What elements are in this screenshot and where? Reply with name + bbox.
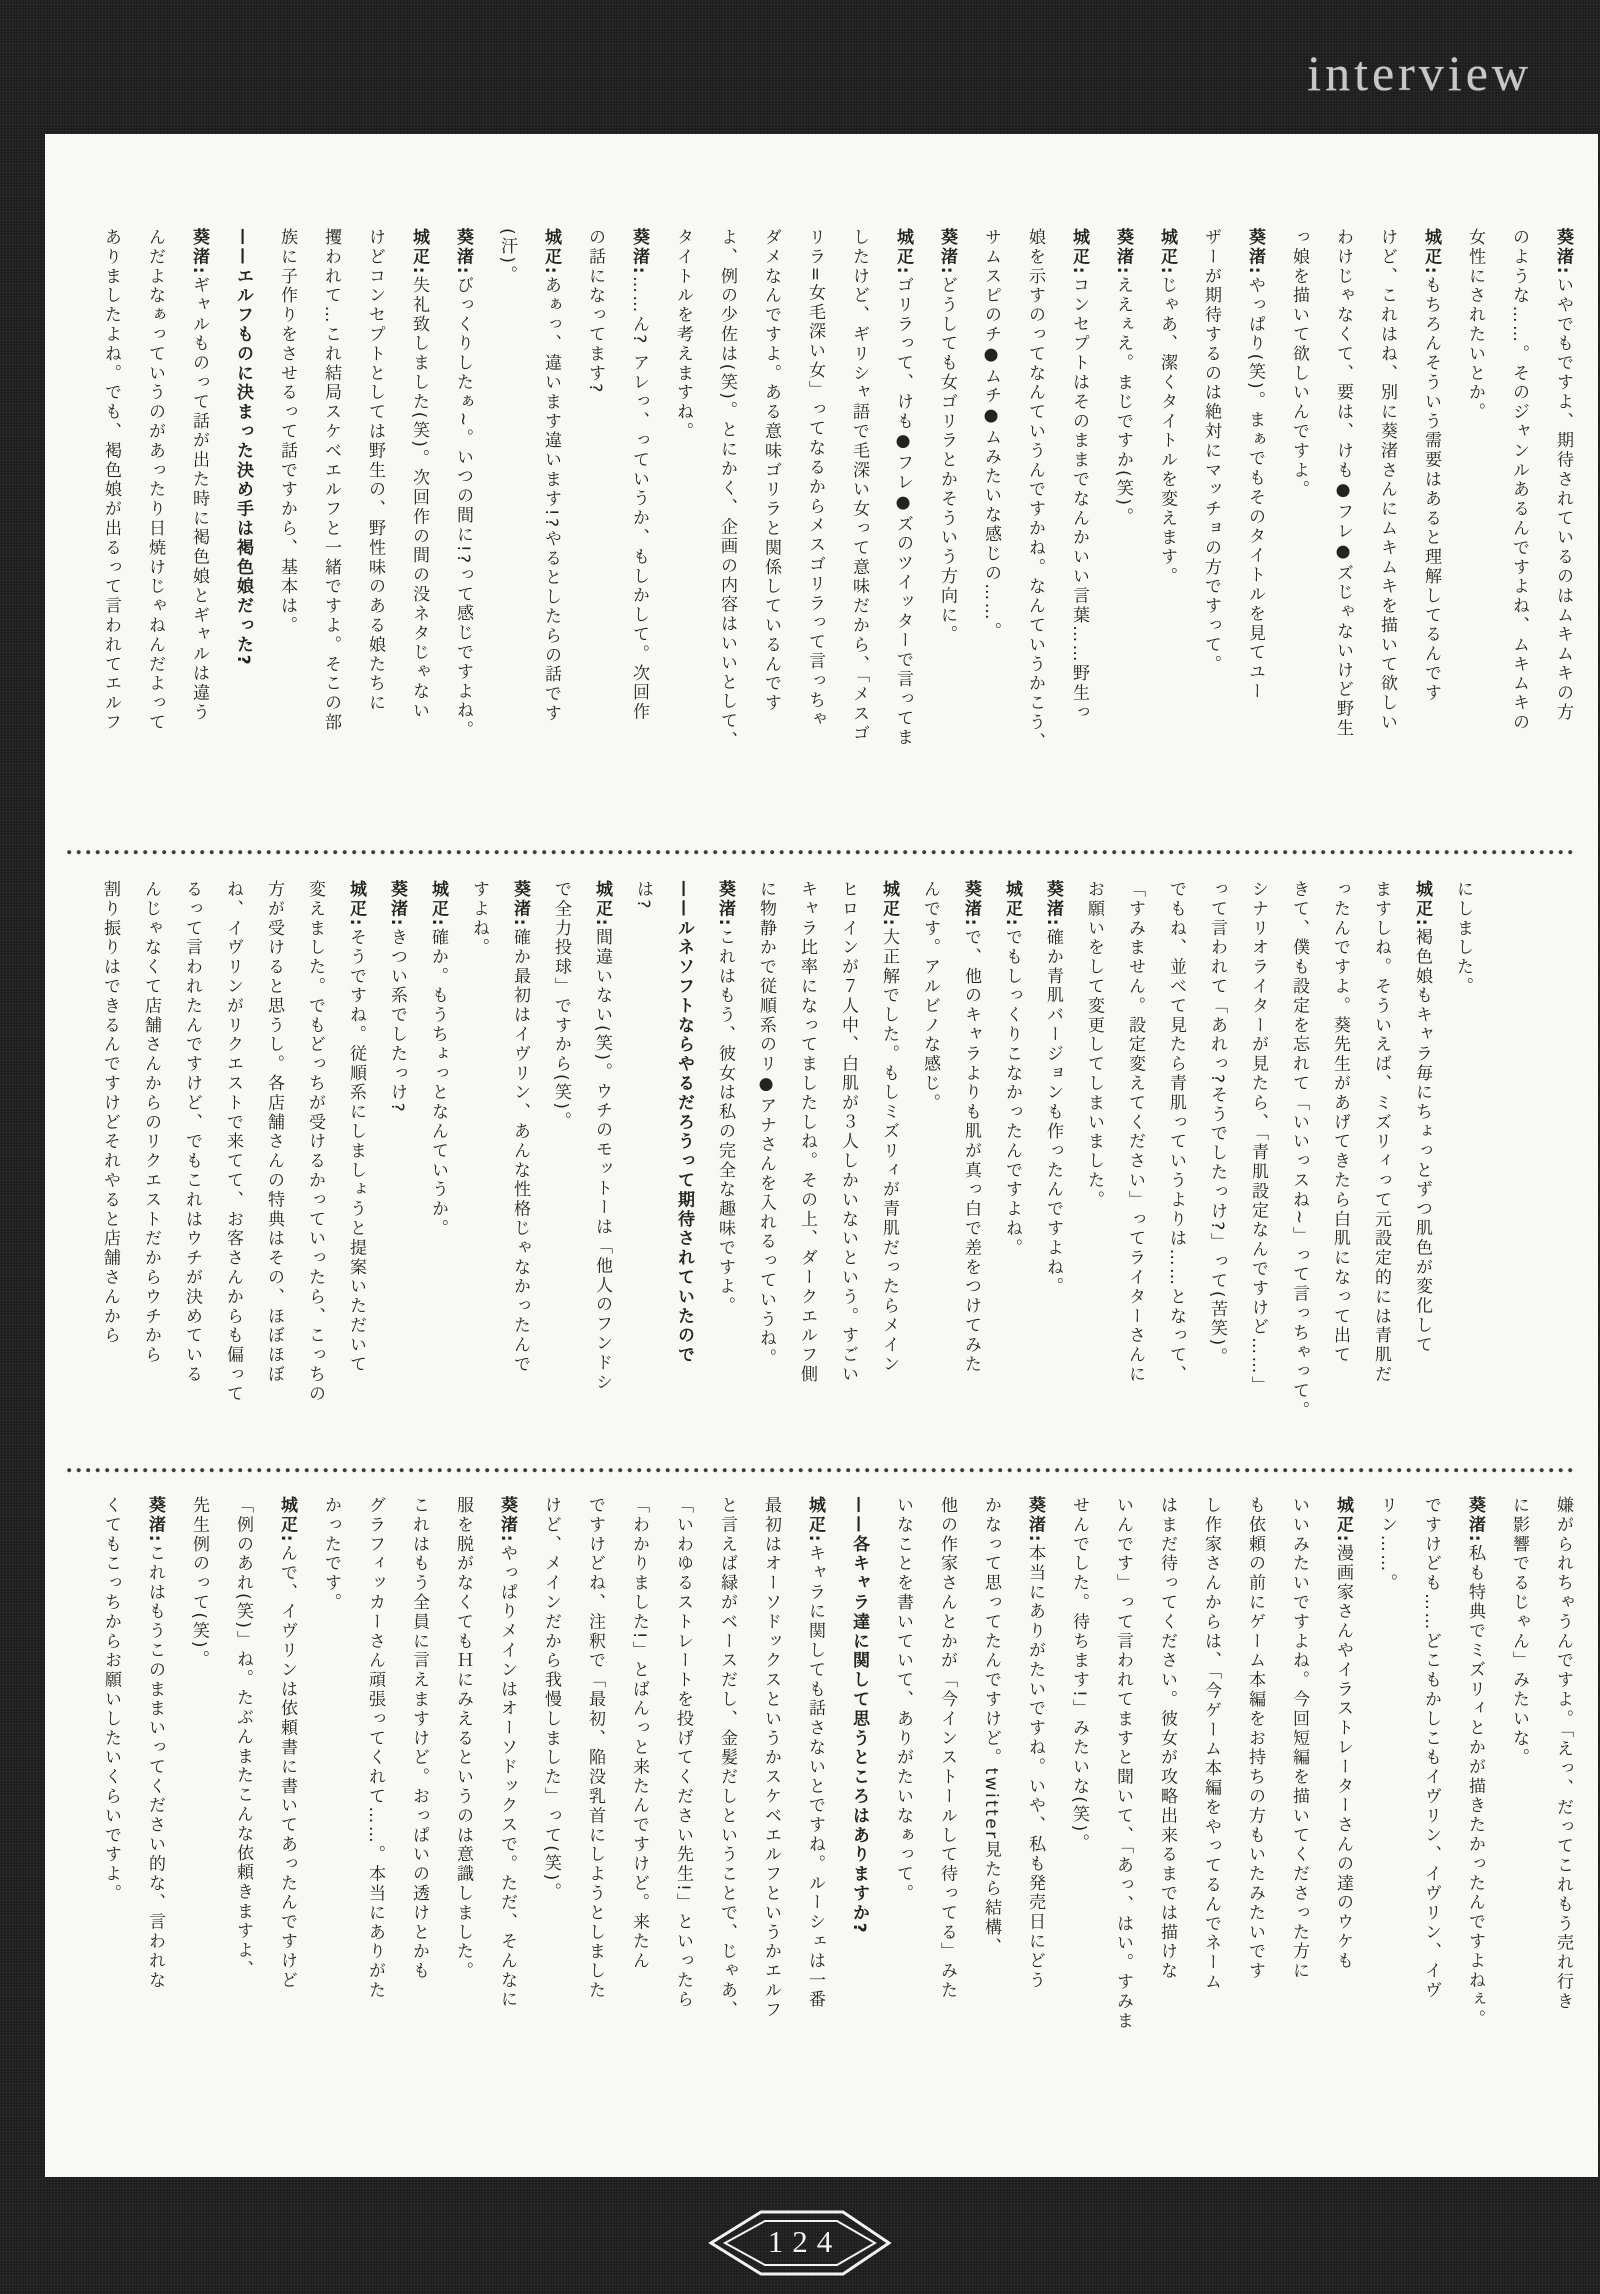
dialogue-column: 葵渚:やっぱりメインはオーソドックスで。ただ、そんなに xyxy=(497,1496,517,2010)
text-column: きて、僕も設定を忘れて「いいっスね~」って言っちゃって。 xyxy=(1289,880,1309,1421)
interview-text-band-bottom xyxy=(70,1496,1585,2102)
text-column: 「例のあれ(笑)」ね。たぶんまたこんな依頼きますよ、 xyxy=(233,1496,253,1980)
text-column: かなって思ってたんですけど。twitter見たら結構、 xyxy=(981,1496,1001,1957)
text-column: 変えました。でもどっちが受けるかっていったら、こっちの xyxy=(305,880,325,1404)
text-column: 攫われて…これ結局スケベエルフと一緒ですよ。そこの部 xyxy=(321,228,341,733)
text-column: し作家さんからは、「今ゲーム本編をやってるんでネーム xyxy=(1201,1496,1221,1992)
dialogue-column: 城疋:もちろんそういう需要はあると理解してるんです xyxy=(1421,228,1441,703)
speaker-name: 葵渚: xyxy=(1465,1496,1485,1544)
dialogue-column: 葵渚:で、他のキャラよりも肌が真っ白で差をつけてみた xyxy=(961,880,981,1375)
text-column: んです。アルビノな感じ。 xyxy=(920,880,940,1113)
text-column: いいみたいですよね。今回短編を描いてくださった方に xyxy=(1289,1496,1309,1981)
dialogue-column: 葵渚:やっぱり(笑)。まぁでもそのタイトルを見てユー xyxy=(1245,228,1265,702)
text-column: 嫌がられちゃうんですよ。「えっ、だってこれもう売れ行き xyxy=(1553,1496,1573,2012)
dialogue-column: 葵渚:これはもう、彼女は私の完全な趣味ですよ。 xyxy=(715,880,735,1316)
dialogue-column: 城疋:じゃあ、潔くタイトルを変えます。 xyxy=(1157,228,1177,587)
text-column: ますしね。そういえば、ミズリィって元設定的には青肌だ xyxy=(1371,880,1391,1385)
dialogue-column: 葵渚:これはもうこのままいってください的な、言われな xyxy=(145,1496,165,1991)
speaker-name: 葵渚: xyxy=(145,1496,165,1544)
dialogue-column: 城疋:間違いない(笑)。ウチのモットーは「他人のフンドシ xyxy=(592,880,612,1393)
text-column: ヒロインが７人中、白肌が３人しかいないという。すごい xyxy=(838,880,858,1385)
dialogue-column: 城疋:確か。もうちょっとなんていうか。 xyxy=(428,880,448,1239)
dialogue-column: 城疋:んで、イヴリンは依頼書に書いてあったんですけど xyxy=(277,1496,297,1991)
dialogue-column: 葵渚:びっくりしたぁ~。いつの間に!?って感じですよね。 xyxy=(453,228,473,741)
speaker-name: 葵渚: xyxy=(510,880,530,928)
page-number-ornament xyxy=(707,2204,893,2282)
text-column: 割り振りはできるんですけどそれやると店舗さんから xyxy=(100,880,120,1346)
text-column: 服を脱がなくてもＨにみえるというのは意識しました。 xyxy=(453,1496,473,1981)
text-column: に影響でるじゃん」みたいな。 xyxy=(1509,1496,1529,1768)
dialogue-column: 葵渚:……ん? アレっ、っていうか、もしかして。次回作 xyxy=(629,228,649,723)
dialogue-column: 葵渚:本当にありがたいですね。いや、私も発売日にどう xyxy=(1025,1496,1045,1991)
dialogue-column: 城疋:あぁっ、違います違います!?やるとしたらの話です xyxy=(541,228,561,724)
text-column: ね、イヴリンがリクエストで来てて、お客さんからも偏って xyxy=(223,880,243,1404)
text-column: にしました。 xyxy=(1453,880,1473,997)
speaker-name: 城疋: xyxy=(277,1496,297,1544)
dialogue-column: 城疋:ゴリラって、けも●フレ●ズのツイッターで言ってま xyxy=(893,228,913,748)
text-column: したけど、ギリシャ語で毛深い女って意味だから、「メスゴ xyxy=(849,228,869,744)
speaker-name: 葵渚: xyxy=(1553,228,1573,276)
text-column: で全力投球」ですから(笑)。 xyxy=(551,880,571,1131)
text-column: は? xyxy=(633,880,653,911)
speaker-name: 城疋: xyxy=(1412,880,1432,928)
speaker-name: 城疋: xyxy=(541,228,561,276)
text-column: けど、メインだから我慢しました」って(笑)。 xyxy=(541,1496,561,1903)
text-column: わけじゃなくて、要は、けも●フレ●ズじゃないけど野生 xyxy=(1333,228,1353,739)
text-column: グラフィッカーさん頑張ってくれて……。本当にありがた xyxy=(365,1496,385,2001)
speaker-name: 城疋: xyxy=(346,880,366,928)
text-column: リン……。 xyxy=(1377,1496,1397,1593)
text-column: サムスピのチ●ムチ●ムみたいな感じの……。 xyxy=(981,228,1001,642)
dialogue-column: 葵渚:ギャルものって話が出た時に褐色娘とギャルは違う xyxy=(189,228,209,723)
interview-wordmark: interview xyxy=(1307,45,1532,101)
speaker-name: 葵渚: xyxy=(497,1496,517,1544)
text-column: けどコンセプトとしては野生の、野性味のある娘たちに xyxy=(365,228,385,713)
text-column: ですけども……どこもかしこもイヴリン、イヴリン、イヴ xyxy=(1421,1496,1441,2001)
text-column: ありましたよね。でも、褐色娘が出るって言われてエルフ xyxy=(101,228,121,733)
text-column: 「わかりました!」とばんっと来たんですけど。来たん xyxy=(629,1496,649,1971)
text-column: お願いをして変更してしまいました。 xyxy=(1084,880,1104,1210)
speaker-name: 葵渚: xyxy=(1043,880,1063,928)
text-column: 「すみません。設定変えてください」ってライターさんに xyxy=(1125,880,1145,1385)
dialogue-column: 城疋:褐色娘もキャラ毎にちょっとずつ肌色が変化して xyxy=(1412,880,1432,1355)
dialogue-column: 葵渚:確か青肌バージョンも作ったんですよね。 xyxy=(1043,880,1063,1297)
speaker-name: 城疋: xyxy=(1069,228,1089,276)
text-column: すよね。 xyxy=(469,880,489,958)
text-column: かったです。 xyxy=(321,1496,341,1613)
text-column: せんでした。待ちます!」みたいな(笑)。 xyxy=(1069,1496,1089,1854)
text-column: キャラ比率になってましたしね。その上、ダークエルフ側 xyxy=(797,880,817,1385)
text-column: と言えば緑がベースだし、金髪だしということで、じゃあ、 xyxy=(717,1496,737,2020)
content-panel xyxy=(45,134,1598,2177)
speaker-name: 葵渚: xyxy=(387,880,407,928)
text-column: んじゃなくて店舗さんからのリクエストだからウチから xyxy=(141,880,161,1365)
text-column: のような……。そのジャンルあるんですよね、ムキムキの xyxy=(1509,228,1529,733)
text-column: 先生例のって(笑)。 xyxy=(189,1496,209,1670)
text-column: でもね、並べて見たら青肌っていうよりは……となって、 xyxy=(1166,880,1186,1385)
speaker-name: 葵渚: xyxy=(961,880,981,928)
dialogue-column: 城疋:そうですね。従順系にしましょうと提案いただいて xyxy=(346,880,366,1375)
text-column: 他の作家さんとかが「今インストールして待ってる」みた xyxy=(937,1496,957,2001)
dialogue-column: 城疋:大正解でした。もしミズリィが青肌だったらメイン xyxy=(879,880,899,1375)
speaker-name: 城疋: xyxy=(805,1496,825,1544)
section-heading: ——ルネソフトならやるだろうって期待されていたので xyxy=(674,880,694,1365)
text-column: いんです」って言われてますと聞いて、「あっ、はい。すみま xyxy=(1113,1496,1133,2031)
dialogue-column: 城疋:でもしっくりこなかったんですよね。 xyxy=(1002,880,1022,1258)
speaker-name: 城疋: xyxy=(879,880,899,928)
dialogue-column: 城疋:漫画家さんやイラストレーターさんの達のウケも xyxy=(1333,1496,1353,1971)
text-column: んだよなぁっていうのがあったり日焼けじゃねんだよって xyxy=(145,228,165,733)
text-column: に物静かで従順系のリ●アナさんを入れるっていうね。 xyxy=(756,880,776,1368)
text-column: 「いわゆるストレートを投げてください先生!」といったら xyxy=(673,1496,693,2010)
text-column: はまだ待ってください。彼女が攻略出来るまでは描けな xyxy=(1157,1496,1177,1981)
text-column: ですけどね、注釈で「最初、陥没乳首にしようとしました xyxy=(585,1496,605,2001)
text-column: ダメなんですよ。ある意味ゴリラと関係しているんです xyxy=(761,228,781,713)
dialogue-column: 葵渚:ええぇえ。まじですか(笑)。 xyxy=(1113,228,1133,527)
text-column: くてもこっちからお願いしたいくらいですよ。 xyxy=(101,1496,121,1904)
speaker-name: 城疋: xyxy=(409,228,429,276)
speaker-name: 葵渚: xyxy=(715,880,735,928)
speaker-name: 城疋: xyxy=(1157,228,1177,276)
dialogue-column: 葵渚:どうしても女ゴリラとかそういう方向に。 xyxy=(937,228,957,645)
text-column: 族に子作りをさせるって話ですから、基本は。 xyxy=(277,228,297,636)
text-column: るって言われたんですけど、でもこれはウチが決めている xyxy=(182,880,202,1385)
text-column: リラ=女毛深い女」ってなるからメスゴリラって言っちゃ xyxy=(805,228,825,730)
text-column: よ、例の少佐は(笑)。とにかく、企画の内容はいいとして、 xyxy=(717,228,737,751)
section-heading: ——エルフものに決まった決め手は褐色娘だった? xyxy=(233,228,253,668)
dialogue-column: 城疋:キャラに関しても話さないとですね。ルーシェは一番 xyxy=(805,1496,825,2010)
dialogue-column: 葵渚:きつい系でしたっけ? xyxy=(387,880,407,1115)
text-column: タイトルを考えますね。 xyxy=(673,228,693,442)
text-column: 女性にされたいとか。 xyxy=(1465,228,1485,422)
speaker-name: 葵渚: xyxy=(1025,1496,1045,1544)
dotted-divider xyxy=(67,850,1575,855)
speaker-name: 城疋: xyxy=(428,880,448,928)
text-column: いなことを書いていて、ありがたいなぁって。 xyxy=(893,1496,913,1904)
speaker-name: 葵渚: xyxy=(1245,228,1265,276)
speaker-name: 城疋: xyxy=(1002,880,1022,928)
dialogue-column: 葵渚:私も特典でミズリィとかが描きたかったんですよねぇ。 xyxy=(1465,1496,1485,2029)
text-column: (汗)。 xyxy=(497,228,517,285)
text-column: ったんですよ。葵先生があげてきたら白肌になって出て xyxy=(1330,880,1350,1365)
speaker-name: 葵渚: xyxy=(629,228,649,276)
text-column: これはもう全員に言えますけど。おっぱいの透けとかも xyxy=(409,1496,429,1981)
text-column: 最初はオーソドックスというかスケベエルフというかエルフ xyxy=(761,1496,781,2020)
dialogue-column: 葵渚:いやでもですよ、期待されているのはムキムキの方 xyxy=(1553,228,1573,723)
speaker-name: 葵渚: xyxy=(937,228,957,276)
dialogue-column: 城疋:コンセプトはそのままでなんかいい言葉……野生っ xyxy=(1069,228,1089,723)
speaker-name: 城疋: xyxy=(592,880,612,928)
text-column: の話になってます? xyxy=(585,228,605,395)
page-number: 124 xyxy=(767,2224,842,2259)
dialogue-column: 城疋:失礼致しました(笑)。次回作の間の没ネタじゃない xyxy=(409,228,429,721)
text-column: 娘を示すのってなんていうんですかね。なんていうかこう、 xyxy=(1025,228,1045,752)
text-column: けど、これはね、別に葵渚さんにムキムキを描いて欲しい xyxy=(1377,228,1397,733)
text-column: っ娘を描いて欲しいんですよ。 xyxy=(1289,228,1309,500)
speaker-name: 城疋: xyxy=(893,228,913,276)
dialogue-column: 葵渚:確か最初はイヴリン、あんな性格じゃなかったんで xyxy=(510,880,530,1375)
interview-text-band-top xyxy=(70,228,1585,848)
text-column: って言われて「あれっ?そうでしたっけ?」って(苦笑)。 xyxy=(1207,880,1227,1368)
text-column: ザーが期待するのは絶対にマッチョの方ですって。 xyxy=(1201,228,1221,675)
interview-text-band-middle xyxy=(70,880,1483,1464)
text-column: も依頼の前にゲーム本編をお持ちの方もいたみたいです xyxy=(1245,1496,1265,1981)
speaker-name: 葵渚: xyxy=(453,228,473,276)
text-column: シナリオライターが見たら、「青肌設定なんですけど……」 xyxy=(1248,880,1268,1396)
speaker-name: 城疋: xyxy=(1333,1496,1353,1544)
speaker-name: 城疋: xyxy=(1421,228,1441,276)
speaker-name: 葵渚: xyxy=(1113,228,1133,276)
section-heading: ——各キャラ達に関して思うところはありますか? xyxy=(849,1496,869,1936)
text-column: 方が受けると思うし。各店舗さんの特典はその、ほぼほぼ xyxy=(264,880,284,1385)
speaker-name: 葵渚: xyxy=(189,228,209,276)
dotted-divider xyxy=(67,1468,1575,1473)
